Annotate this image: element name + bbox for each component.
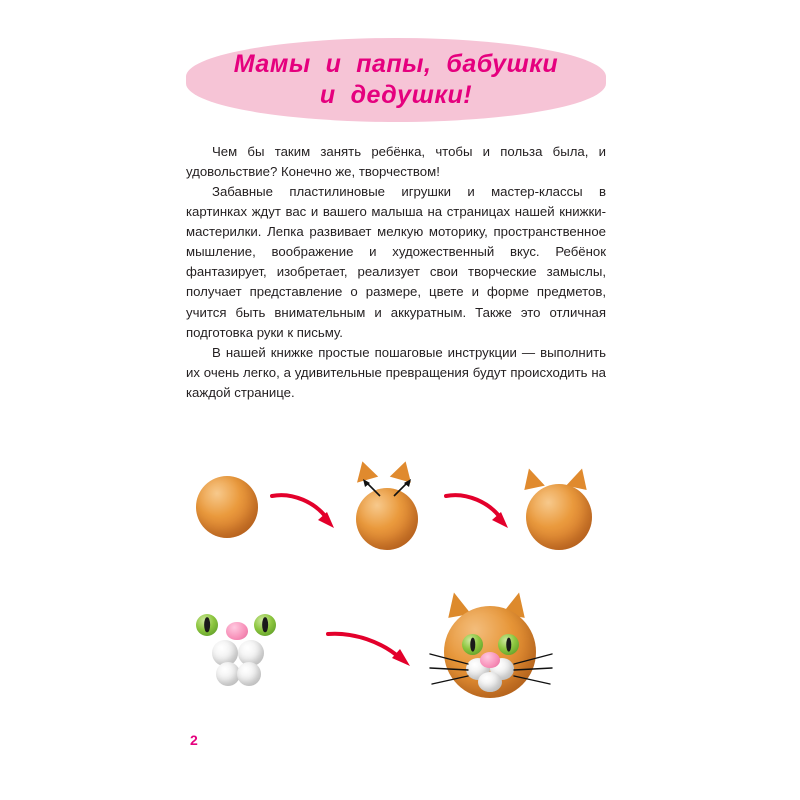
paragraph-1: Чем бы таким занять ребёнка, чтобы и польза была, и удовольствие? Конечно же, творчеством!: [186, 144, 606, 180]
arrow-icon-3: [326, 630, 414, 674]
eye-left-icon: [196, 614, 218, 636]
title-banner: [186, 38, 606, 122]
title-banner-text: [186, 38, 606, 122]
body-text: [186, 142, 606, 403]
page-number: 2: [190, 732, 198, 748]
ball-with-shaped-ears: [516, 466, 606, 554]
arrow-icon-2: [444, 490, 512, 534]
nose-icon: [226, 622, 248, 640]
pointer-arrow-right-icon: [392, 478, 414, 498]
title-line-1: Мамы и папы, бабушки: [233, 49, 559, 78]
illustration-row-1: [186, 448, 606, 558]
pointer-arrow-left-icon: [360, 478, 382, 498]
ball-with-ears-attached: [344, 458, 434, 553]
illustration-row-2: [186, 592, 606, 712]
clay-head: [526, 484, 592, 550]
finished-cat-head: [428, 592, 568, 710]
plain-clay-ball: [196, 476, 258, 538]
title-line-2: и дедушки!: [319, 81, 473, 109]
cat-whiskers-icon: [428, 644, 568, 700]
eye-right-icon: [254, 614, 276, 636]
arrow-icon-1: [270, 490, 338, 534]
muzzle-parts-group: [192, 600, 302, 706]
paragraph-2: Забавные пластилиновые игрушки и мастер-классы в картинках ждут вас и вашего малыша на страницах нашей книжки-мастерилки. Лепка развивает мелкую моторику, пространственное мышление, воображение и художественный вкус. Ребёнок фантазирует, изобретает, реализует свои творческие замыслы, получает представление о размере, цвете и форме предметов, учится быть внимательным и аккуратным. Также это отличная подготовка руки к письму.: [186, 184, 606, 340]
ear-left-shaped-icon: [520, 466, 545, 490]
cheek-bottom-right: [237, 662, 261, 686]
paragraph-3: В нашей книжке простые пошаговые инструкции — выполнить их очень легко, а удивительные превращения будут происходить на каждой странице.: [186, 344, 606, 400]
